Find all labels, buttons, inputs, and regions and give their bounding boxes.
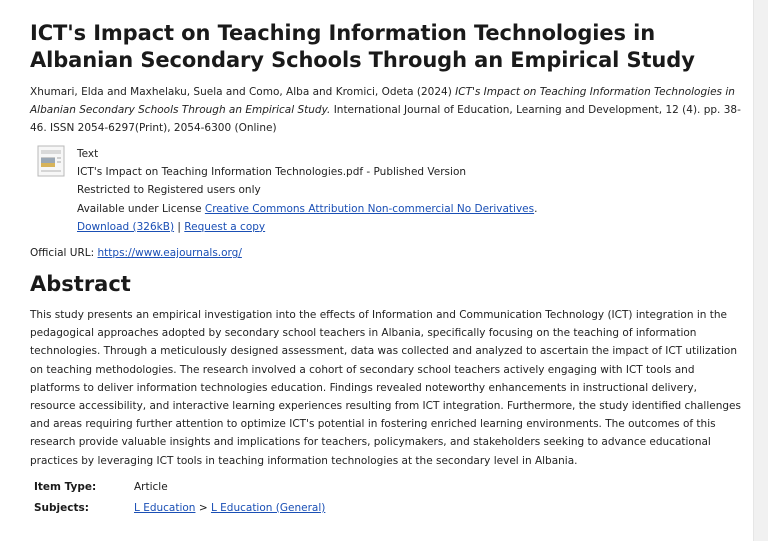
official-url-label: Official URL:	[30, 247, 95, 260]
document-actions	[77, 218, 537, 236]
abstract-heading: Abstract	[30, 272, 131, 297]
document-filename: ICT's Impact on Teaching Information Technologies.pdf - Published Version	[77, 166, 467, 179]
license-suffix: .	[534, 202, 538, 215]
official-url	[30, 244, 744, 262]
item-type-label: Item Type:	[34, 480, 97, 493]
page-title: ICT's Impact on Teaching Information Technologies in Albanian Secondary Schools Through an Empirical Study	[30, 21, 695, 72]
table-row	[30, 479, 325, 500]
license-prefix: Available under License	[77, 202, 202, 215]
citation-journal: International Journal of Education, Learning and Development, 12 (4). pp. 38-46. ISSN 2054-6297(Print), 2054-6300 (Online)	[30, 104, 741, 134]
license-link[interactable]: Creative Commons Attribution Non-commercial No Derivatives	[204, 202, 535, 215]
document-details	[77, 145, 537, 236]
scrollbar-track[interactable]	[753, 0, 768, 541]
subjects-label: Subjects:	[34, 501, 89, 514]
subject-link-education-general[interactable]: L Education (General)	[210, 501, 326, 514]
metadata-table	[30, 479, 325, 521]
subject-link-education[interactable]: L Education	[134, 501, 196, 514]
abstract-text: This study presents an empirical investigation into the effects of Information and Communication Technology (ICT) integration in the pedagogical approaches adopted by secondary school teachers in Albania, specifically focusing on the teaching of information technologies. Through a meticulously designed assessment, data was collected and analyzed to ascertain the impact of ICT utilization on teaching methodologies. The research involved a cohort of secondary school teachers actively engaging with ICT tools and platforms to deliver information technologies education. Findings revealed noteworthy enhancements in instructional delivery, resource accessibility, and interactive learning experiences resulting from ICT integration. Furthermore, the study identified challenges and areas requiring further attention to optimize ICT's potential in fostering enriched learning environments. The outcomes of this research provide valuable insights and implications for teachers, policymakers, and stakeholders seeking to advance educational practices by leveraging ICT tools in teaching information technologies at the secondary level in Albania.	[30, 309, 741, 467]
citation-article-title: ICT's Impact on Teaching Information Technologies in Albanian Secondary Schools Through an Empirical Study.	[30, 86, 735, 116]
document-restriction: Restricted to Registered users only	[77, 184, 261, 197]
citation	[30, 83, 744, 137]
request-copy-link[interactable]: Request a copy	[184, 220, 266, 233]
item-type-value: Article	[134, 480, 168, 493]
document-entry	[37, 145, 744, 236]
subjects-value	[134, 500, 325, 521]
table-row	[30, 500, 325, 521]
subject-separator: >	[198, 501, 208, 514]
download-link[interactable]: Download (326kB)	[77, 220, 175, 233]
document-type: Text	[77, 148, 99, 160]
citation-authors: Xhumari, Elda and Maxhelaku, Suela and Como, Alba and Kromici, Odeta (2024)	[30, 86, 452, 98]
document-icon[interactable]	[37, 145, 65, 177]
action-separator: |	[177, 220, 181, 233]
document-license	[77, 200, 537, 218]
official-url-link[interactable]: https://www.eajournals.org/	[97, 247, 242, 260]
